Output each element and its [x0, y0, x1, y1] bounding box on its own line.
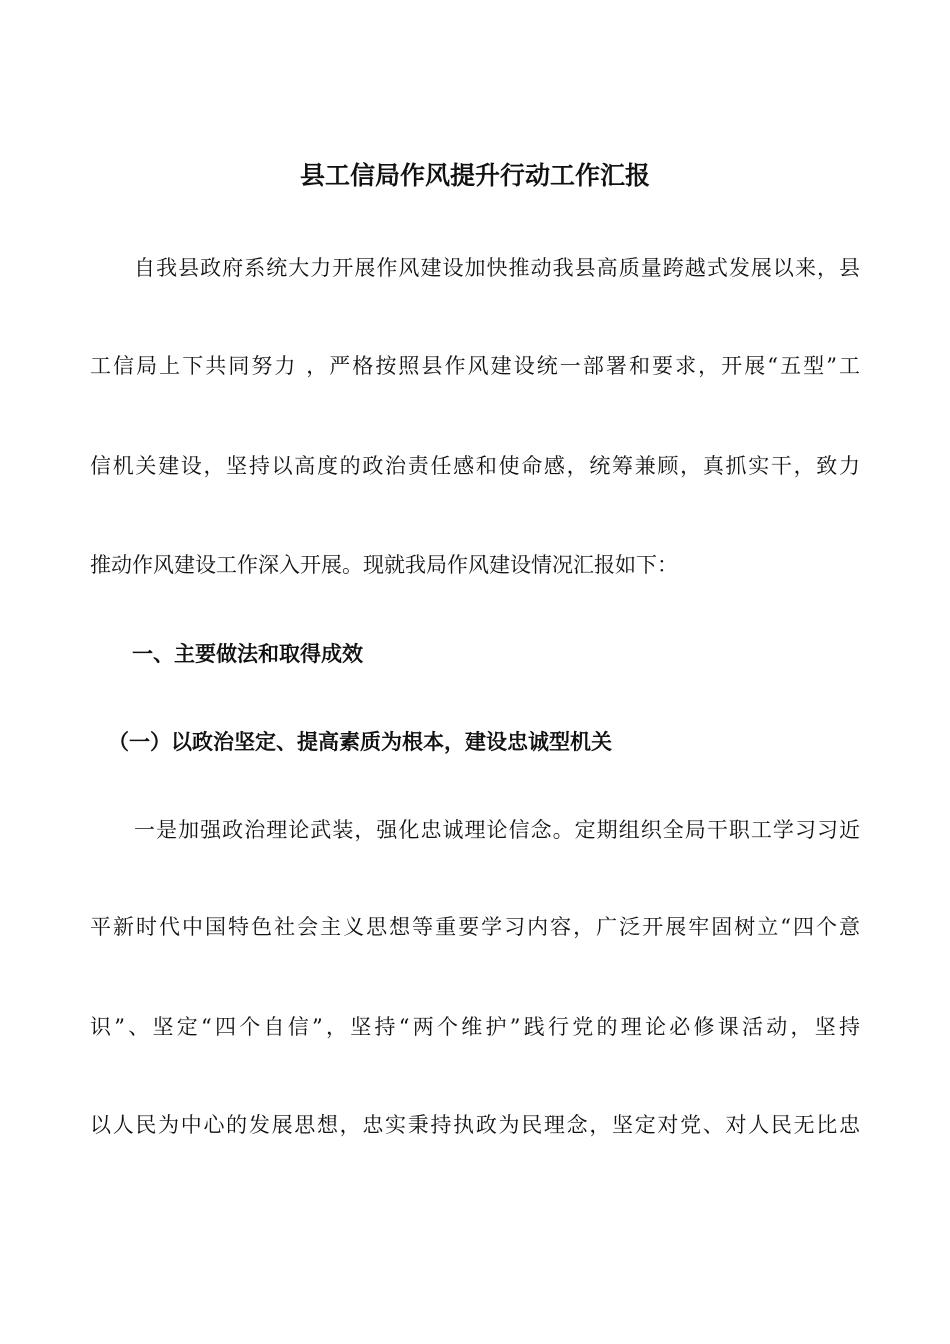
paragraph-line: 识”、坚定“四个自信”，坚持“两个维护”践行党的理论必修课活动，坚持 [90, 1015, 860, 1039]
paragraph-line: 以人民为中心的发展思想，忠实秉持执政为民理念，坚定对党、对人民无比忠 [90, 1113, 860, 1137]
paragraph-line: 工信局上下共同努力 ，严格按照县作风建设统一部署和要求，开展“五型”工 [90, 354, 860, 378]
document-title: 县工信局作风提升行动工作汇报 [299, 161, 650, 190]
paragraph-line: 自我县政府系统大力开展作风建设加快推动我县高质量跨越式发展以来，县 [90, 256, 860, 280]
subsection-heading: （一）以政治坚定、提高素质为根本，建设忠诚型机关 [108, 729, 612, 754]
paragraph-line: 平新时代中国特色社会主义思想等重要学习内容，广泛开展牢固树立“四个意 [90, 915, 860, 939]
paragraph-line: 推动作风建设工作深入开展。现就我局作风建设情况汇报如下： [90, 553, 678, 577]
paragraph-line: 一是加强政治理论武装，强化忠诚理论信念。定期组织全局干职工学习习近 [90, 818, 860, 842]
paragraph-line: 信机关建设，坚持以高度的政治责任感和使命感，统筹兼顾，真抓实干，致力 [90, 454, 860, 478]
section-heading: 一、主要做法和取得成效 [90, 641, 363, 666]
